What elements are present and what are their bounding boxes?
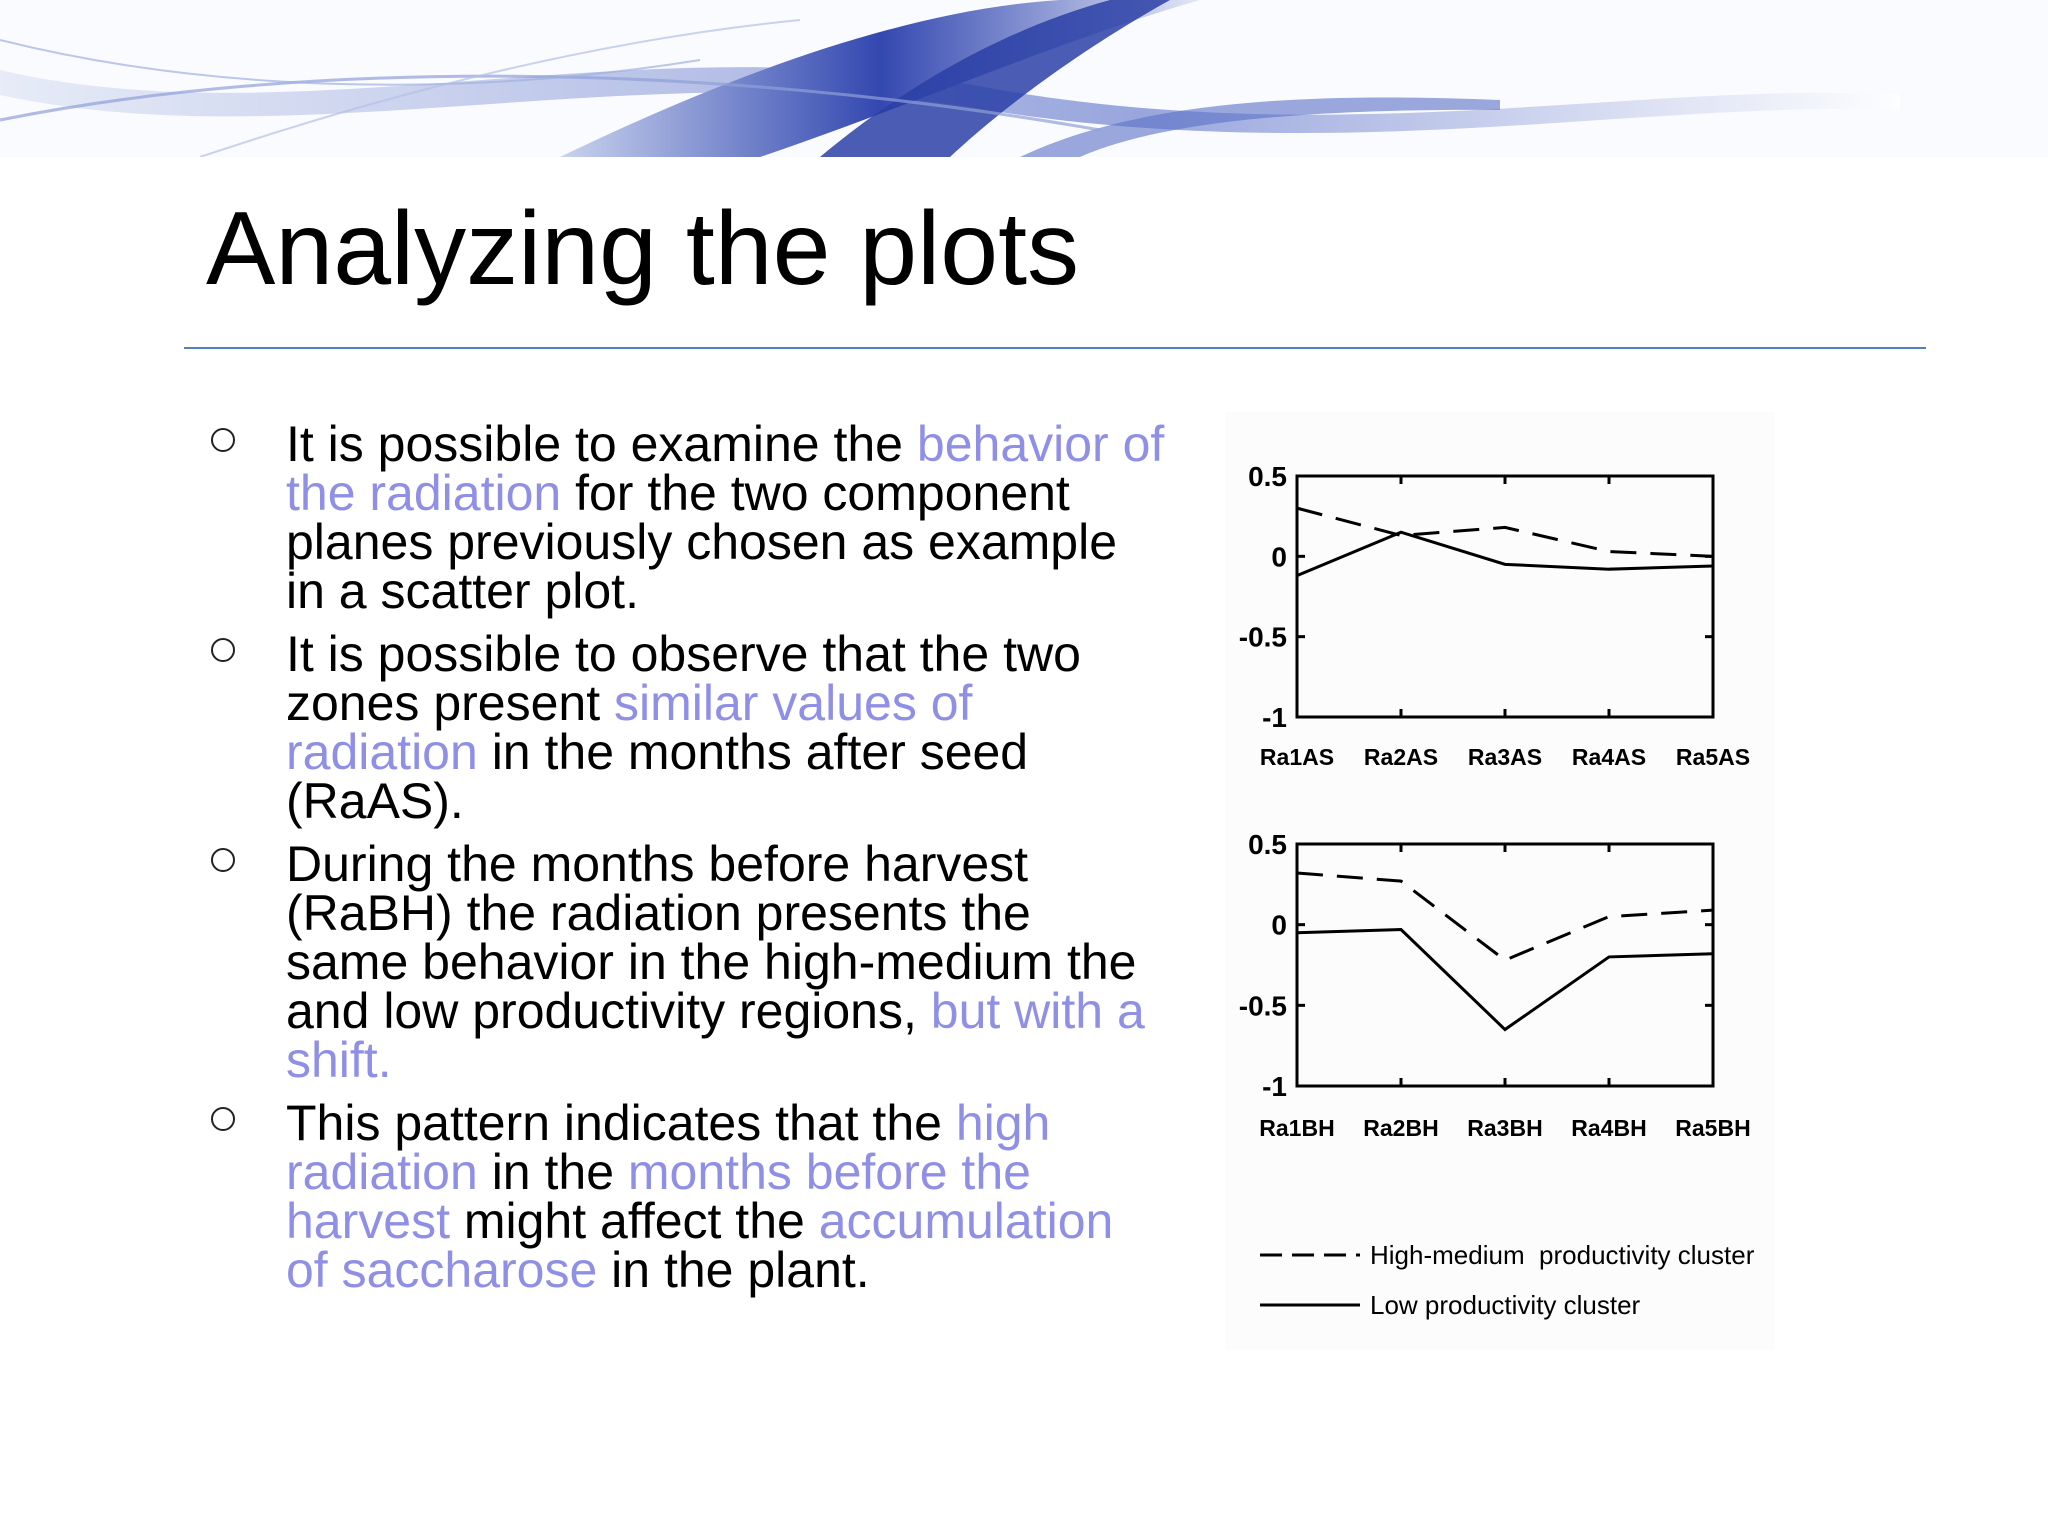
y-tick-label: -1 bbox=[1262, 702, 1287, 733]
highlighted-text: behavior of the radiation bbox=[286, 416, 1165, 521]
header-banner bbox=[0, 0, 2048, 157]
y-tick-label: 0 bbox=[1271, 909, 1287, 941]
bullet-circle-icon bbox=[211, 428, 235, 452]
highlighted-text: high radiation bbox=[286, 1095, 1051, 1200]
plot-frame bbox=[1297, 476, 1713, 717]
y-tick-label: 0 bbox=[1271, 541, 1287, 573]
bullet-text: During the months before harvest (RaBH) the radiation presents the same behavior in the high-medium the and low productivity regions, bbox=[286, 836, 1137, 1039]
swoosh-graphic bbox=[0, 0, 2048, 157]
bullet-item bbox=[206, 416, 1166, 619]
bullet-item bbox=[206, 836, 1166, 1088]
y-tick-label: 0.5 bbox=[1248, 829, 1287, 860]
x-tick-label: Ra2AS bbox=[1363, 744, 1439, 770]
page-title: Analyzing the plots bbox=[206, 191, 1079, 307]
highlighted-text: but with a shift. bbox=[286, 983, 1145, 1088]
highlighted-text: accumulation of saccharose bbox=[286, 1193, 1114, 1298]
x-tick-label: Ra4AS bbox=[1571, 744, 1647, 770]
highlighted-text: similar values of radiation bbox=[286, 675, 973, 780]
bullet-text: in the months after seed (RaAS). bbox=[286, 724, 1029, 829]
bullet-item bbox=[206, 1095, 1166, 1298]
bullet-circle-icon bbox=[211, 638, 235, 662]
bullet-list bbox=[206, 416, 1166, 1309]
bullet-text: might affect the bbox=[449, 1193, 819, 1249]
series-line-high-medium bbox=[1297, 873, 1713, 960]
bullet-circle-icon bbox=[211, 1107, 235, 1131]
plot-frame bbox=[1297, 844, 1713, 1086]
title-divider bbox=[184, 347, 1926, 349]
x-tick-label: Ra1AS bbox=[1259, 744, 1335, 770]
x-tick-label: Ra2BH bbox=[1363, 1115, 1439, 1141]
x-tick-label: Ra3AS bbox=[1467, 744, 1543, 770]
chart-panel bbox=[1225, 412, 1775, 1350]
series-line-low bbox=[1297, 930, 1713, 1030]
x-tick-label: Ra4BH bbox=[1571, 1115, 1647, 1141]
x-tick-label: Ra5AS bbox=[1675, 744, 1751, 770]
bullet-text: in the plant. bbox=[597, 1242, 870, 1298]
y-tick-label: -0.5 bbox=[1238, 621, 1287, 653]
legend-label: High-medium productivity cluster bbox=[1370, 1240, 1755, 1270]
bullet-text: It is possible to examine the bbox=[286, 416, 917, 472]
y-tick-label: -0.5 bbox=[1238, 990, 1287, 1022]
bullet-text: This pattern indicates that the bbox=[286, 1095, 956, 1151]
x-tick-label: Ra1BH bbox=[1259, 1115, 1335, 1141]
bullet-item bbox=[206, 626, 1166, 829]
bullet-text: for the two component planes previously chosen as example in a scatter plot. bbox=[286, 465, 1118, 619]
highlighted-text: months before the harvest bbox=[286, 1144, 1031, 1249]
y-tick-label: -1 bbox=[1262, 1071, 1287, 1102]
bullet-text: It is possible to observe that the two zones present bbox=[286, 626, 1081, 731]
x-tick-label: Ra5BH bbox=[1675, 1115, 1751, 1141]
bullet-text: in the bbox=[477, 1144, 628, 1200]
y-tick-label: 0.5 bbox=[1248, 461, 1287, 492]
x-tick-label: Ra3BH bbox=[1467, 1115, 1543, 1141]
legend-label: Low productivity cluster bbox=[1370, 1290, 1641, 1320]
bullet-circle-icon bbox=[211, 848, 235, 872]
charts-svg bbox=[1225, 412, 1775, 1350]
